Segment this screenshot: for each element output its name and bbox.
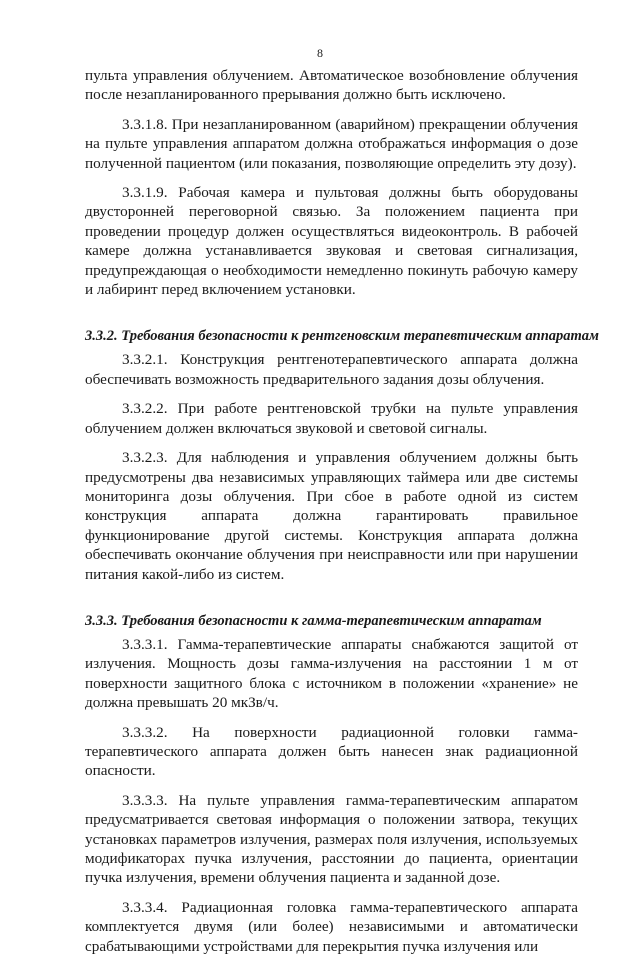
paragraph-3-3-3-1: 3.3.3.1. Гамма-терапевтические аппараты снабжаются защитой от излучения. Мощность дозы гамма-излучения на расстоянии 1 м от поверхности защитного блока с источником в положении «хранение» не должна превышать 20 мкЗв/ч. (85, 635, 578, 712)
paragraph-3-3-1-9: 3.3.1.9. Рабочая камера и пультовая должны быть оборудованы двусторонней переговорной связью. За положением пациента при проведении процедур должен осуществляться видеоконтроль. В рабочей камере должна устанавливается звуковая и световая сигнализация, предупреждающая о необходимости немедленно покинуть рабочую камеру и лабиринт перед включением установки. (85, 184, 578, 299)
document-body (85, 66, 599, 956)
paragraph-3-3-2-2: 3.3.2.2. При работе рентгеновской трубки на пульте управления облучением должен включаться звуковой и световой сигналы. (85, 400, 578, 437)
section-heading-3-3-3: 3.3.3. Требования безопасности к гамма-терапевтическим аппаратам (85, 612, 542, 629)
page-number: 8 (317, 46, 323, 60)
paragraph-3-3-2-1: 3.3.2.1. Конструкция рентгенотерапевтического аппарата должна обеспечивать возможность предварительного задания дозы облучения. (85, 351, 578, 388)
section-heading-3-3-2: 3.3.2. Требования безопасности к рентгеновским терапевтическим аппаратам (85, 328, 599, 345)
paragraph-3-3-2-3: 3.3.2.3. Для наблюдения и управления облучением должны быть предусмотрены два независимых управляющих таймера или две системы мониторинга дозы облучения. При сбое в работе одной из систем конструкция аппарата должна гарантировать правильное функционирование другой системы. Конструкция аппарата должна обеспечивать окончание облучения при неисправности или при нарушении питания какой-либо из систем. (85, 449, 578, 583)
paragraph-continuation: пульта управления облучением. Автоматическое возобновление облучения после незапланированного прерывания должно быть исключено. (85, 67, 578, 104)
paragraph-3-3-3-4: 3.3.3.4. Радиационная головка гамма-терапевтического аппарата комплектуется двумя (или более) независимыми и автоматически срабатывающими устройствами для перекрытия пучка излучения или (85, 898, 578, 955)
paragraph-3-3-3-3: 3.3.3.3. На пульте управления гамма-терапевтическим аппаратом предусматривается световая информация о положении затвора, текущих установках параметров излучения, размерах поля излучения, используемых модификаторах пучка излучения, расстоянии до пациента, ориентации пучка излучения, времени облучения пациента и заданной дозе. (85, 791, 578, 887)
paragraph-3-3-3-2: 3.3.3.2. На поверхности радиационной головки гамма-терапевтического аппарата должен быть нанесен знак радиационной опасности. (85, 723, 578, 780)
paragraph-3-3-1-8: 3.3.1.8. При незапланированном (аварийном) прекращении облучения на пульте управления аппаратом должна отображаться информация о дозе полученной пациентом (или показания, позволяющие определить эту дозу). (85, 115, 578, 172)
